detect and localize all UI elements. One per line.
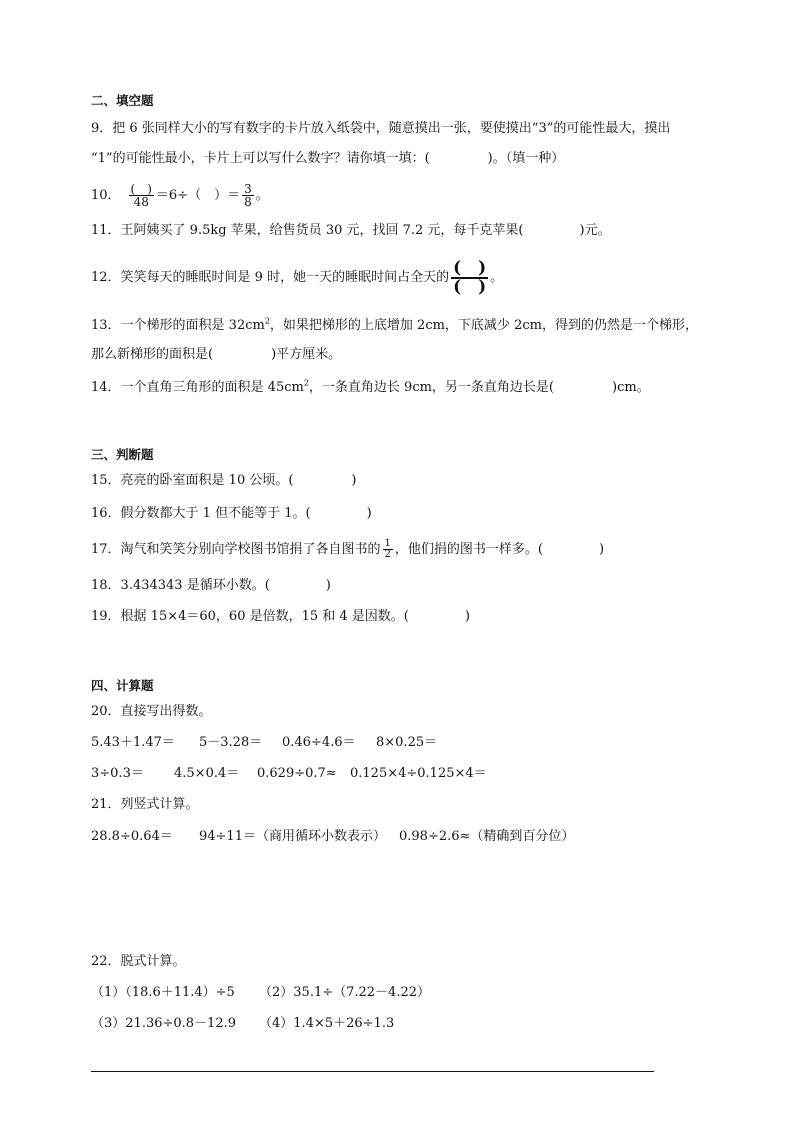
q10-fraction-right [242,183,254,208]
q17-numerator: 1 [384,538,391,549]
q20-row-2 [91,765,487,783]
q17-fraction [383,539,393,560]
question-19 [91,608,470,626]
q14-superscript: 2 [303,378,309,388]
question-18 [91,577,331,595]
q13-superscript: 2 [264,316,270,326]
q12-end: 。 [490,270,504,285]
q22-item: （4）1.4×5＋26÷1.3 [259,1016,395,1031]
q22-item: （3）21.36÷0.8－12.9 [91,1016,236,1031]
q16-text: 16．假分数都大于 1 但不能等于 1。( [91,506,311,521]
question-9-line1: 9．把 6 张同样大小的写有数字的卡片放入纸袋中，随意摸出一张，要使摸出“3”的可能性最大，摸出 [91,121,671,136]
q22-row-1 [91,984,430,1002]
q21-item: 0.98÷2.6≈（精确到百分位） [399,829,575,844]
q18-text: 18．3.434343 是循环小数。( [91,578,270,593]
q10-numerator-blank[interactable]: ( ) [130,182,152,196]
q13-end: )平方厘米。 [271,347,342,362]
q17-text-b: ，他们捐的图书一样多。( [394,542,543,557]
q18-end: ) [325,578,331,593]
question-9-line2 [91,150,564,168]
question-11 [91,222,611,240]
q20-item: 3÷0.3＝ [91,766,144,781]
question-16 [91,505,372,523]
section-title-calculation: 四、计算题 [91,678,154,693]
q10-denominator: 48 [133,195,149,209]
q11-end: )元。 [579,223,611,238]
q22-item: （1）（18.6＋11.4）÷5 [91,985,235,1000]
q17-end: ) [599,542,605,557]
q22-item: （2）35.1÷（7.22－4.22） [259,985,430,1000]
q15-text: 15．亮亮的卧室面积是 10 公顷。( [91,473,294,488]
q14-text-b: ，一条直角边长 9cm，另一条直角边长是( [308,380,555,395]
question-13-line1 [91,317,698,335]
q17-text: 17．淘气和笑笑分别向学校图书馆捐了各自图书的 [91,542,381,557]
q14-end: )cm。 [612,380,650,395]
q17-denominator: 2 [384,549,391,560]
question-13-line2 [91,346,341,364]
question-15 [91,472,357,490]
q19-text: 19．根据 15×4＝60，60 是倍数，15 和 4 是因数。( [91,609,409,624]
q10-numerator2: 3 [244,182,252,196]
q20-row-1 [91,734,437,752]
q21-item: 94÷11＝（商用循环小数表示） [199,829,386,844]
q20-item: 4.5×0.4＝ [174,766,240,781]
q11-text: 11．王阿姨买了 9.5kg 苹果，给售货员 30 元，找回 7.2 元，每千克苹果( [91,223,524,238]
q21-item: 28.8÷0.64＝ [91,829,173,844]
q13-text-b: ，如果把梯形的上底增加 2cm，下底减少 2cm，得到的仍然是一个梯形， [269,318,698,333]
q13-text-c: 那么新梯形的面积是( [91,347,214,362]
q12-denominator-blank[interactable]: ( ) [453,276,487,297]
q12-text: 12．笑笑每天的睡眠时间是 9 时，她一天的睡眠时间占全天的 [91,270,450,285]
q10-middle: ＝6÷（ ）＝ [155,188,241,203]
q9-text: “1”的可能性最小，卡片上可以写什么数字？请你填一填：( [91,151,430,166]
q9-end: )。（填一种） [487,151,565,166]
q10-fraction-left[interactable] [129,183,154,208]
q20-item: 0.125×4÷0.125×4＝ [350,766,487,781]
question-17 [91,537,604,563]
q20-item: 5－3.28＝ [199,735,263,750]
section-title-true-false: 三、判断题 [91,447,154,462]
q20-item: 8×0.25＝ [376,735,438,750]
footer-rule [91,1071,654,1072]
question-21: 21．列竖式计算。 [91,797,199,812]
q16-end: ) [366,506,372,521]
q22-row-2 [91,1015,394,1033]
question-12 [91,257,503,299]
q15-end: ) [351,473,357,488]
q14-text-a: 14．一个直角三角形的面积是 45cm [91,380,304,395]
q12-fraction-blank[interactable] [451,257,488,297]
q20-item: 0.46÷4.6＝ [282,735,356,750]
q10-number: 10． [91,188,121,203]
q12-numerator-blank[interactable]: ( ) [453,257,487,278]
q19-end: ) [464,609,470,624]
q13-text-a: 13．一个梯形的面积是 32cm [91,318,265,333]
q20-item: 0.629÷0.7≈ [257,766,337,781]
q10-denominator2: 8 [244,195,252,209]
question-14 [91,379,650,397]
question-10 [91,178,269,214]
q20-item: 5.43＋1.47＝ [91,735,175,750]
q21-row [91,828,574,846]
question-20: 20．直接写出得数。 [91,704,212,719]
question-22: 22．脱式计算。 [91,954,186,969]
q10-end: 。 [255,188,269,203]
section-title-fill-blank: 二、填空题 [91,93,154,108]
